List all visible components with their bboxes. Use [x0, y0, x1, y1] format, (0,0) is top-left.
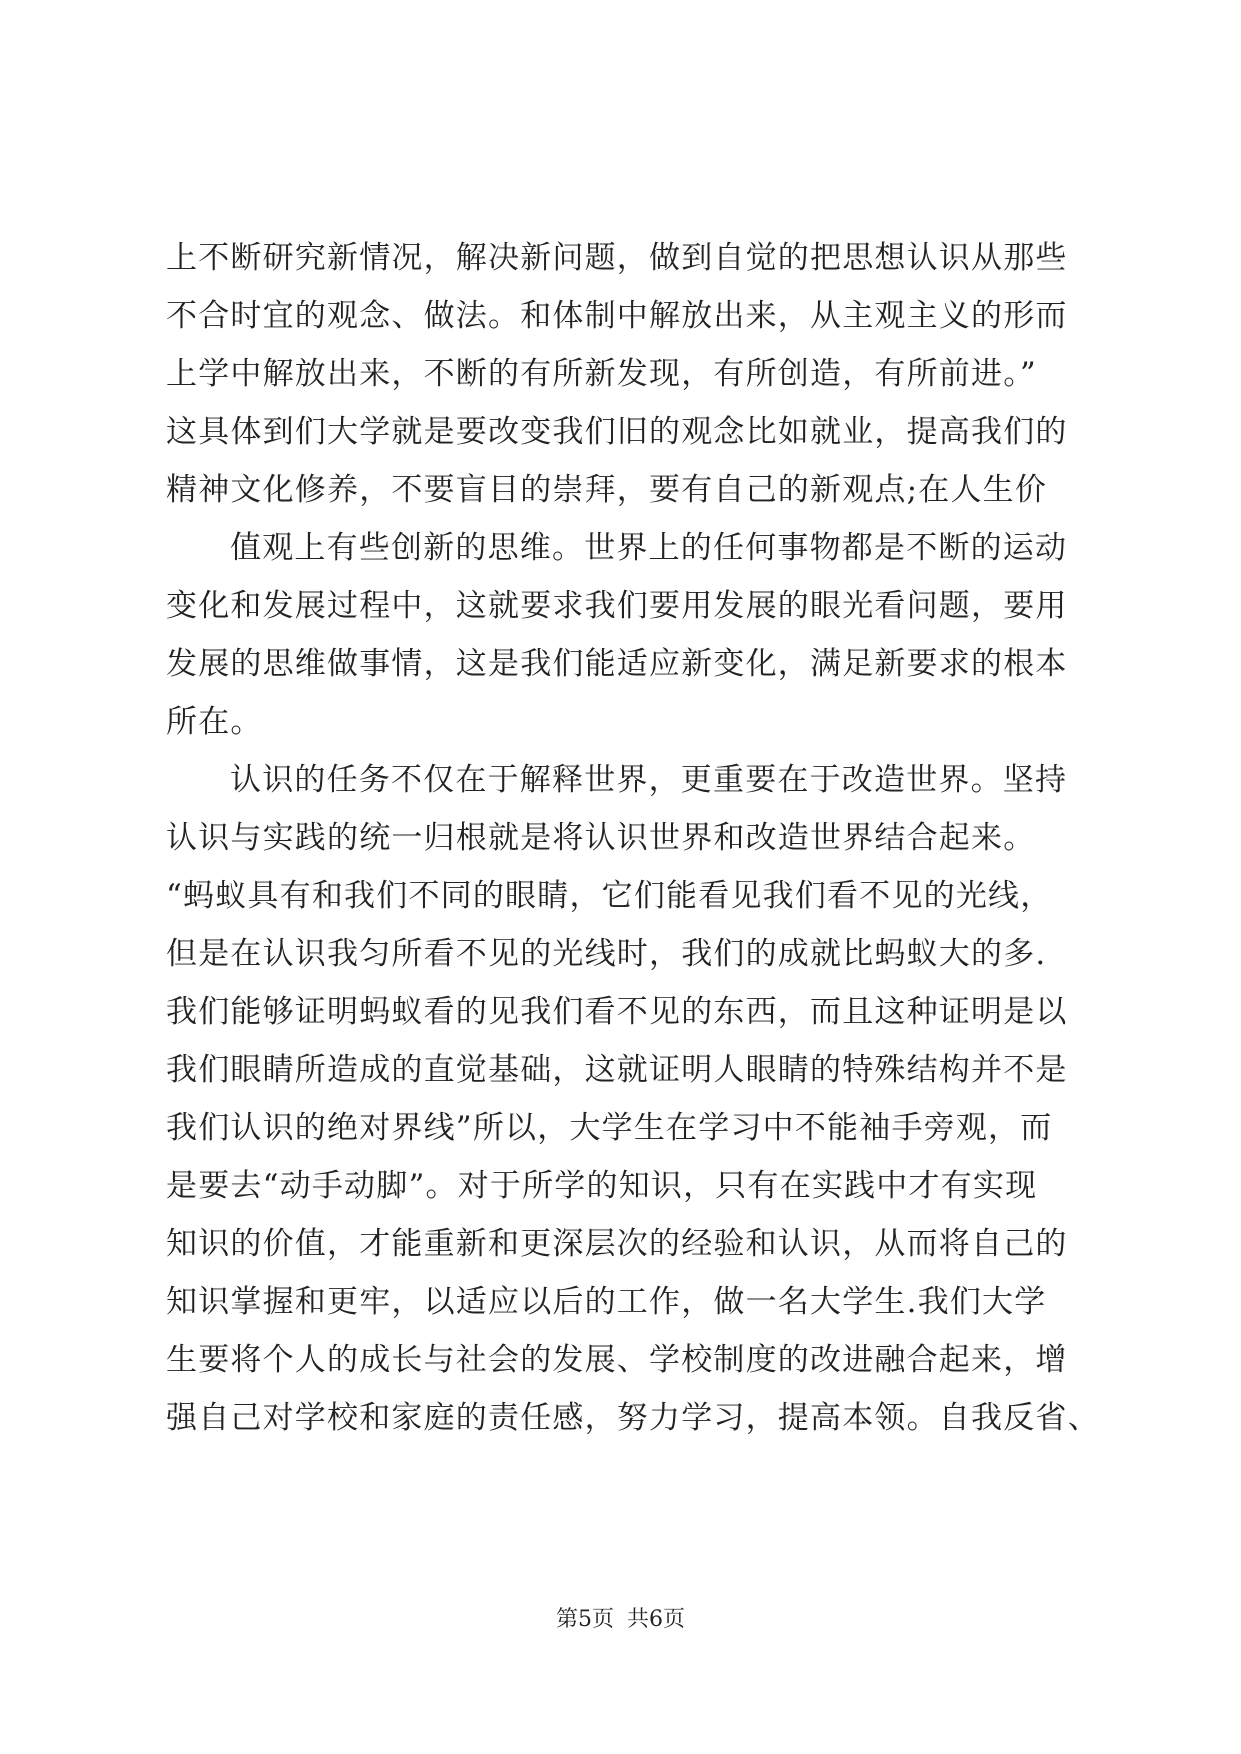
page-total: 共6页: [627, 1607, 685, 1632]
page-footer: [0, 1605, 1241, 1635]
text-line: 不合时宜的观念、做法。和体制中解放出来，从主观主义的形而: [166, 298, 1068, 334]
text-line: 知识的价值，才能重新和更深层次的经验和认识，从而将自己的: [166, 1226, 1068, 1262]
text-line: 我们眼睛所造成的直觉基础，这就证明人眼睛的特殊结构并不是: [166, 1052, 1068, 1088]
paragraph-start-line: 认识的任务不仅在于解释世界，更重要在于改造世界。坚持: [230, 762, 1068, 798]
text-line: 强自己对学校和家庭的责任感，努力学习，提高本领。自我反省、: [166, 1400, 1100, 1436]
text-line: 但是在认识我匀所看不见的光线时，我们的成就比蚂蚁大的多.: [166, 936, 1047, 972]
text-line: 我们认识的绝对界线”所以，大学生在学习中不能袖手旁观，而: [166, 1110, 1053, 1146]
text-line: 知识掌握和更牢，以适应以后的工作，做一名大学生.我们大学: [166, 1284, 1047, 1320]
text-line: 生要将个人的成长与社会的发展、学校制度的改进融合起来，增: [166, 1342, 1068, 1378]
text-line: 这具体到们大学就是要改变我们旧的观念比如就业，提高我们的: [166, 414, 1068, 450]
text-line: 是要去“动手动脚”。对于所学的知识，只有在实践中才有实现: [166, 1168, 1038, 1204]
page-number: 第5页: [556, 1607, 614, 1632]
text-line: 所在。: [166, 704, 263, 740]
text-line: 我们能够证明蚂蚁看的见我们看不见的东西，而且这种证明是以: [166, 994, 1068, 1030]
text-line: 认识与实践的统一归根就是将认识世界和改造世界结合起来。: [166, 820, 1036, 856]
paragraph-start-line: 值观上有些创新的思维。世界上的任何事物都是不断的运动: [230, 530, 1068, 566]
text-line: “蚂蚁具有和我们不同的眼睛，它们能看见我们看不见的光线，: [166, 878, 1053, 914]
text-line: 发展的思维做事情，这是我们能适应新变化，满足新要求的根本: [166, 646, 1068, 682]
text-line: 上不断研究新情况，解决新问题，做到自觉的把思想认识从那些: [166, 240, 1068, 276]
text-line: 精神文化修养，不要盲目的崇拜，要有自己的新观点;在人生价: [166, 472, 1048, 508]
text-line: 变化和发展过程中，这就要求我们要用发展的眼光看问题，要用: [166, 588, 1068, 624]
text-line: 上学中解放出来，不断的有所新发现，有所创造，有所前进。”: [166, 356, 1037, 392]
